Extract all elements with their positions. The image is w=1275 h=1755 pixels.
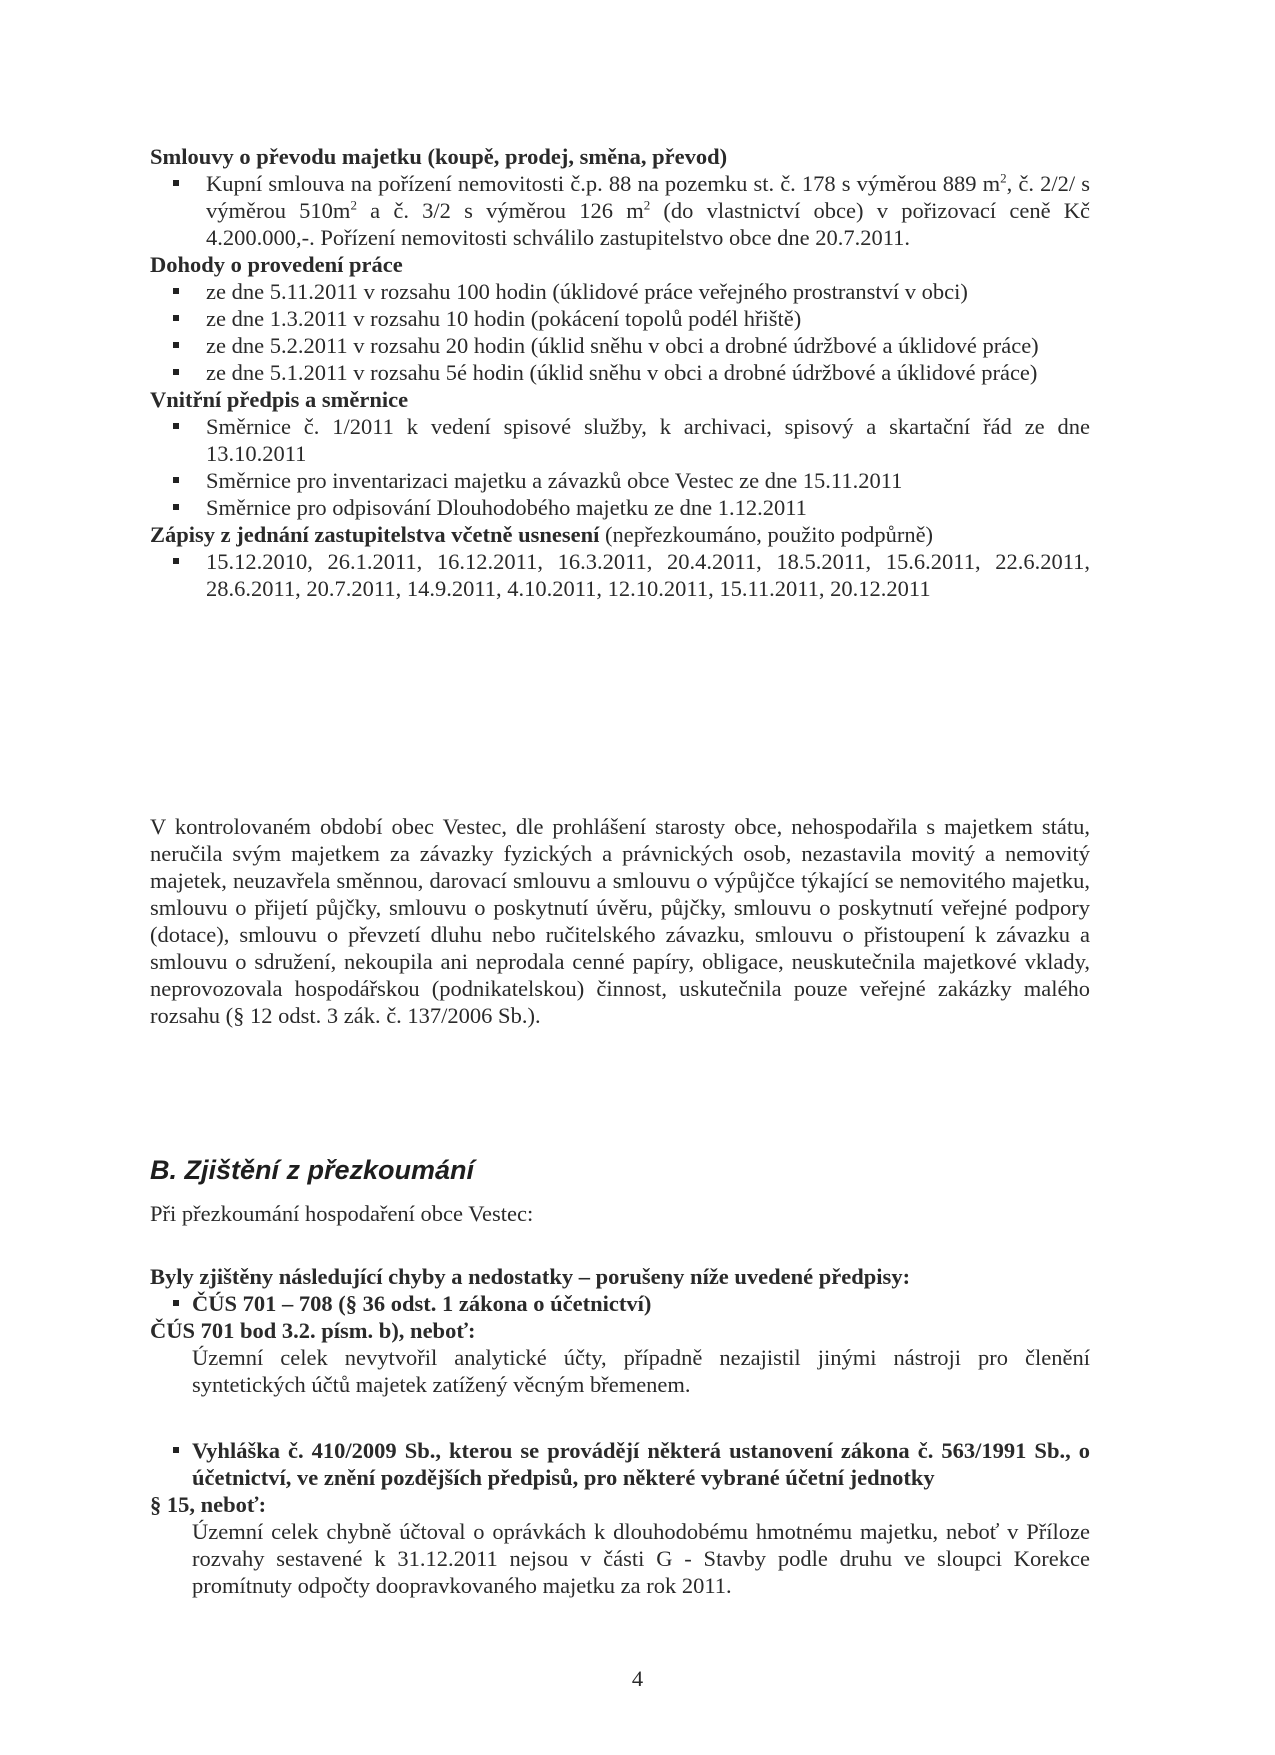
finding1-subheading: ČÚS 701 bod 3.2. písm. b), neboť: xyxy=(150,1318,476,1343)
section-b-intro: Při přezkoumání hospodaření obce Vestec: xyxy=(150,1201,534,1226)
page-number: 4 xyxy=(631,1666,644,1691)
list-item: Směrnice pro inventarizaci majetku a závazků obce Vestec ze dne 15.11.2011 xyxy=(150,467,1090,494)
top-lists xyxy=(150,143,1090,602)
list-item: Směrnice č. 1/2011 k vedení spisové služby, k archivaci, spisový a skartační řád ze dne 13.10.2011 xyxy=(150,413,1090,467)
statement-paragraph: V kontrolovaném období obec Vestec, dle prohlášení starosty obce, nehospodařila s majetkem státu, neručila svým majetkem za závazky fyzických a právnických osob, nezastavila movitý a nemovitý majetek, neuzavřela směnnou, darovací smlouvu a smlouvu o výpůjčce týkající se nemovitého majetku, smlouvu o přijetí půjčky, smlouvu o poskytnutí úvěru, půjčky, smlouvu o poskytnutí veřejné podpory (dotace), smlouvu o převzetí dluhu nebo ručitelského závazku, smlouvu o přistoupení k závazku a smlouvu o sdružení, nekoupila ani neprodala cenné papíry, obligace, neuskutečnila majetkové vklady, neprovozovala hospodářskou (podnikatelskou) činnost, uskutečnila pouze veřejné zakázky malého rozsahu (§ 12 odst. 3 zák. č. 137/2006 Sb.). xyxy=(150,814,1090,1028)
finding2-bullet: Vyhláška č. 410/2009 Sb., kterou se provádějí některá ustanovení zákona č. 563/1991 Sb., o účetnictví, ve znění pozdějších předpisů, pro některé vybrané účetní jednotky xyxy=(150,1437,1090,1491)
section-b-title: B. Zjištění z přezkoumání xyxy=(150,1155,475,1185)
finding2-list xyxy=(150,1437,1090,1491)
list-item: ze dne 1.3.2011 v rozsahu 10 hodin (pokácení topolů podél hřiště) xyxy=(150,305,1090,332)
minutes-list xyxy=(150,548,1090,602)
finding1-list xyxy=(150,1290,1090,1317)
finding1-bullet: ČÚS 701 – 708 (§ 36 odst. 1 zákona o účetnictví) xyxy=(150,1290,1090,1317)
agreements-list xyxy=(150,278,1090,386)
transfers-list xyxy=(150,170,1090,251)
list-item: Kupní smlouva na pořízení nemovitosti č.p. 88 na pozemku st. č. 178 s výměrou 889 $m^2$, č. 2/2/ s výměrou $510m^2$ a č. 3/2 s výměrou 126 $m^2$ (do vlastnictví obce) v pořizovací ceně Kč 4.200.000,-. Pořízení nemovitosti schválilo zastupitelstvo obce dne 20.7.2011. xyxy=(150,170,1090,251)
list-item: ze dne 5.11.2011 v rozsahu 100 hodin (úklidové práce veřejného prostranství v obci) xyxy=(150,278,1090,305)
statement-block xyxy=(150,813,1090,1029)
minutes-heading: Zápisy z jednání zastupitelstva včetně usnesení (nepřezkoumáno, použito podpůrně) xyxy=(150,522,934,547)
list-item: ze dne 5.1.2011 v rozsahu 5é hodin (úklid sněhu v obci a drobné údržbové a úklidové práce) xyxy=(150,359,1090,386)
finding2-subheading: § 15, neboť: xyxy=(150,1492,267,1517)
findings-heading: Byly zjištěny následující chyby a nedostatky – porušeny níže uvedené předpisy: xyxy=(150,1264,911,1289)
finding2-text: Územní celek chybně účtoval o oprávkách k dlouhodobému hmotnému majetku, neboť v Příloze rozvahy sestavené k 31.12.2011 nejsou v části G - Stavby podle druhu ve sloupci Korekce promítnuty odpočty doopravkovaného majetku za rok 2011. xyxy=(192,1519,1090,1598)
finding1-text: Územní celek nevytvořil analytické účty, případně nezajistil jinými nástroji pro členění syntetických účtů majetek zatížený věcným břemenem. xyxy=(192,1345,1090,1397)
list-item: ze dne 5.2.2011 v rozsahu 20 hodin (úklid sněhu v obci a drobné údržbové a úklidové práce) xyxy=(150,332,1090,359)
directives-list xyxy=(150,413,1090,521)
list-item: 15.12.2010, 26.1.2011, 16.12.2011, 16.3.2011, 20.4.2011, 18.5.2011, 15.6.2011, 22.6.2011, 28.6.2011, 20.7.2011, 14.9.2011, 4.10.2011, 12.10.2011, 15.11.2011, 20.12.2011 xyxy=(150,548,1090,602)
directives-heading: Vnitřní předpis a směrnice xyxy=(150,387,409,412)
transfers-heading: Smlouvy o převodu majetku (koupě, prodej, směna, převod) xyxy=(150,144,728,169)
section-b-intro-block xyxy=(150,1200,1090,1227)
agreements-heading: Dohody o provedení práce xyxy=(150,252,403,277)
findings-block xyxy=(150,1263,1090,1398)
list-item: Směrnice pro odpisování Dlouhodobého majetku ze dne 1.12.2011 xyxy=(150,494,1090,521)
finding2-block xyxy=(150,1437,1090,1599)
